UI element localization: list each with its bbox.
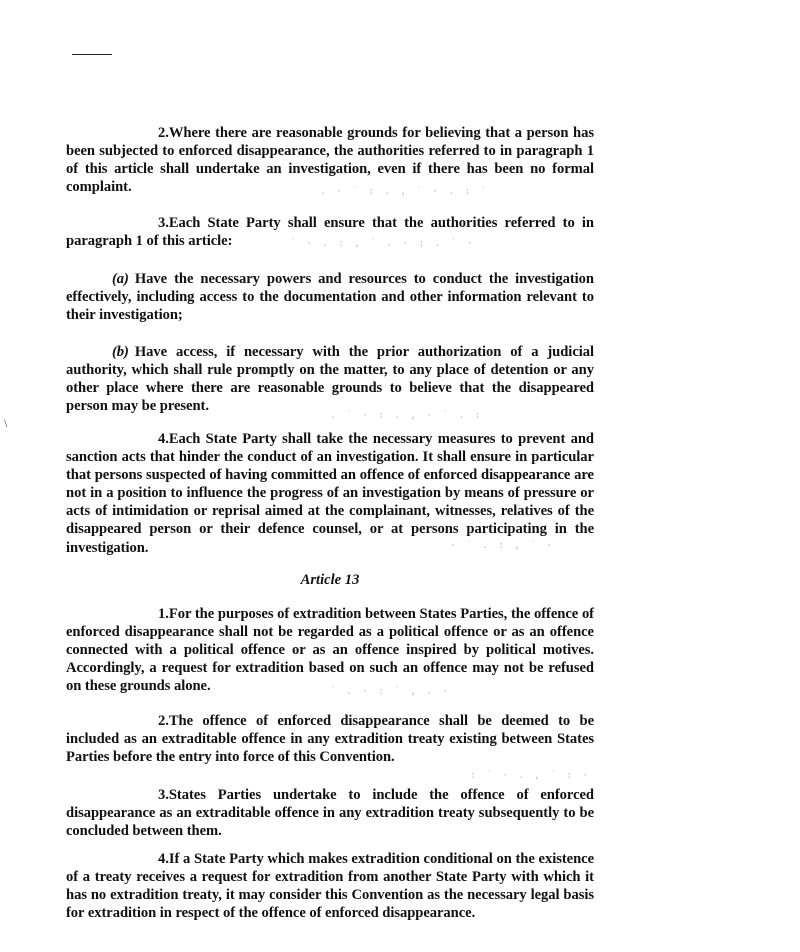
scan-noise: ˙ · . : , ˙ . · : . ˙ · — [290, 238, 475, 249]
paragraph-4 — [66, 430, 594, 557]
paragraph-number: 3. — [158, 215, 169, 231]
paragraph-text: Each State Party shall take the necessary measures to prevent and sanction acts that hinder the conduct of an investigation. It shall ensure in particular that persons suspected of having committed an offence of enforced disappearance are not in a position to influence the progress of an investigation by means of pressure or acts of intimidation or reprisal aimed at the complainant, witnesses, relatives of the disappeared person or their defence counsel, or at persons participating in the investigation. — [66, 431, 594, 556]
paragraph-number: 4. — [158, 431, 169, 447]
subparagraph-label: (a) — [112, 271, 129, 287]
paragraph-text: For the purposes of extradition between States Parties, the offence of enforced disappearance shall not be regarded as a political offence or as an offence connected with a political offence or as an offence inspired by political motives. Accordingly, a request for extradition based on such an offence may not be refused on these grounds alone. — [66, 606, 594, 695]
article-13-paragraph-1 — [66, 605, 594, 695]
paragraph-3 — [66, 214, 594, 250]
article-13-paragraph-2 — [66, 712, 594, 766]
article-heading: Article 13 — [300, 572, 360, 588]
paragraph-text: Where there are reasonable grounds for believing that a person has been subjected to enforced disappearance, the authorities referred to in paragraph 1 of this article shall undertake an investigation, even if there has been no formal complaint. — [66, 125, 594, 196]
paragraph-text: Each State Party shall ensure that the authorities referred to in paragraph 1 of this article: — [66, 215, 594, 250]
margin-mark: \ — [4, 416, 8, 430]
paragraph-text: If a State Party which makes extradition conditional on the existence of a treaty receives a request for extradition from another State Party with which it has no extradition treaty, it may consider this Convention as the necessary legal basis for extradition in respect of the offence of enforced disappearance. — [66, 851, 594, 922]
subparagraph-label: (b) — [112, 344, 129, 360]
subparagraph-text: Have the necessary powers and resources to conduct the investigation effectively, including access to the documentation and other information relevant to their investigation; — [66, 271, 594, 324]
paragraph-number: 1. — [158, 606, 169, 622]
article-13-paragraph-4 — [66, 850, 594, 922]
paragraph-number: 3. — [158, 787, 169, 803]
paragraph-2 — [66, 124, 594, 196]
scan-noise: : ˙ · . , ˙ : · — [470, 770, 591, 781]
paragraph-number: 2. — [158, 125, 169, 141]
scan-noise: ˙ . · : ˙ , . · — [330, 686, 451, 697]
scan-noise: . ˙ · : . , · ˙ . : — [330, 410, 483, 421]
subparagraph-b — [66, 343, 594, 415]
scan-noise: . · ˙ : . , ˙ · . : ˙ — [320, 186, 489, 197]
paragraph-number: 4. — [158, 851, 169, 867]
scan-noise: · ˙ . : , ˙ · — [450, 540, 555, 551]
paragraph-text: States Parties undertake to include the offence of enforced disappearance as an extraditable offence in any extradition treaty subsequently to be concluded between them. — [66, 787, 594, 840]
top-rule-divider — [72, 54, 112, 55]
paragraph-text: The offence of enforced disappearance shall be deemed to be included as an extraditable offence in any extradition treaty existing between States Parties before the entry into force of this Convention. — [66, 713, 594, 766]
article-13-paragraph-3 — [66, 786, 594, 840]
subparagraph-a — [66, 270, 594, 324]
paragraph-number: 2. — [158, 713, 169, 729]
subparagraph-text: Have access, if necessary with the prior authorization of a judicial authority, which shall rule promptly on the matter, to any place of detention or any other place where there are reasonable grounds to believe that the disappeared person may be present. — [66, 344, 594, 415]
